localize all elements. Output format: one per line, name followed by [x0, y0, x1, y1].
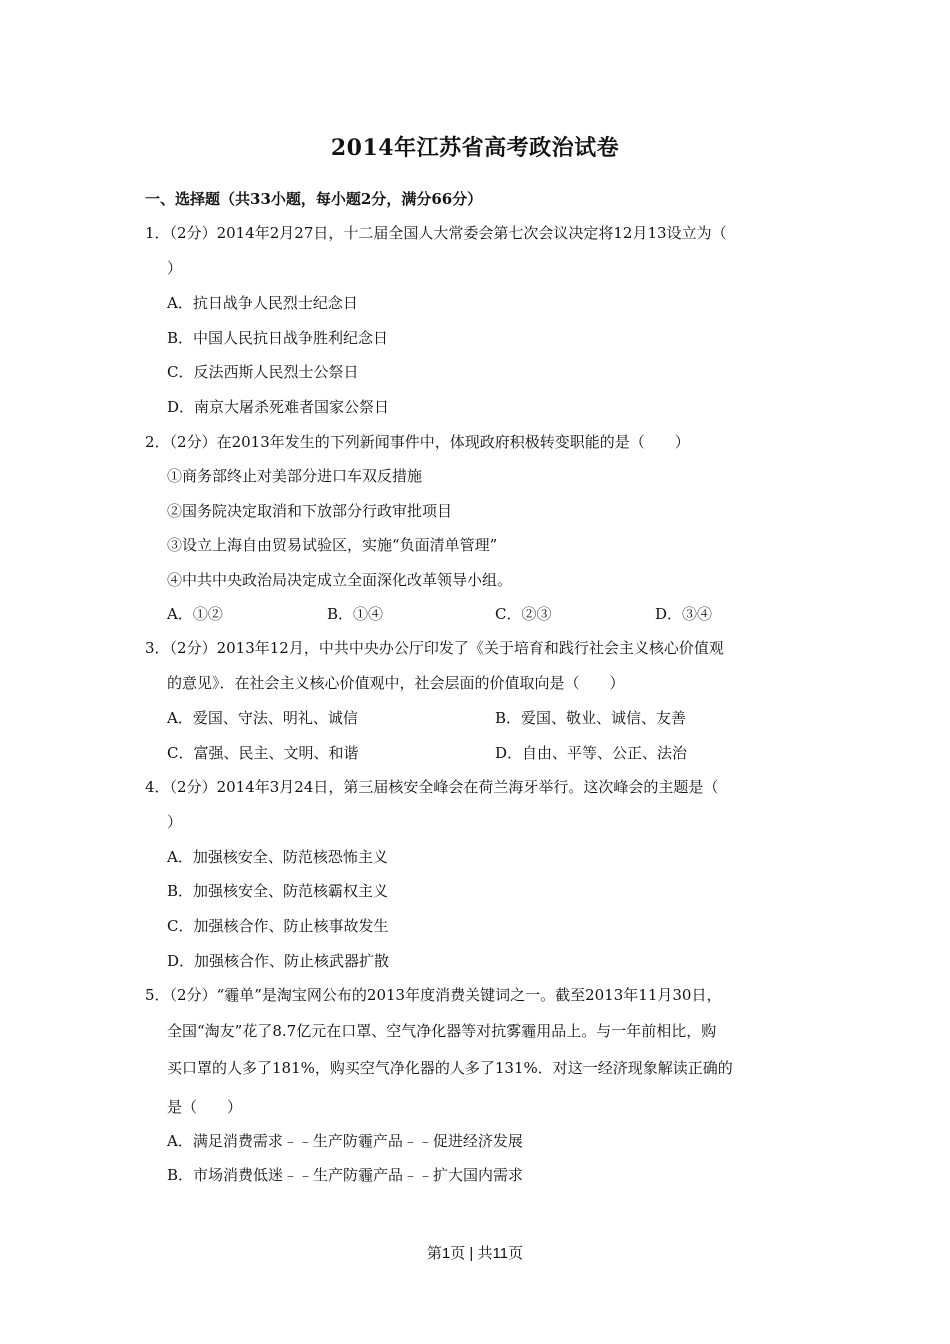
question-5-option-b: B．市场消费低迷﹣﹣生产防霾产品﹣﹣扩大国内需求	[167, 1166, 524, 1184]
question-5-stem-cont-3: 是（ ）	[167, 1098, 243, 1116]
question-5-stem-cont-2: 买口罩的人多了181%，购买空气净化器的人多了131%．对这一经济现象解读正确的	[167, 1059, 733, 1077]
question-5-option-a: A．满足消费需求﹣﹣生产防霾产品﹣﹣促进经济发展	[167, 1132, 523, 1150]
question-1-option-d: D．南京大屠杀死难者国家公祭日	[167, 398, 390, 416]
question-4-option-a: A．加强核安全、防范核恐怖主义	[167, 848, 388, 866]
question-3-option-a: A．爱国、守法、明礼、诚信	[167, 709, 358, 727]
question-2-option-b: B．①④	[327, 605, 384, 623]
question-4-option-b: B．加强核安全、防范核霸权主义	[167, 882, 389, 900]
question-4-stem-cont: ）	[167, 813, 183, 831]
question-4-option-d: D．加强核合作、防止核武器扩散	[167, 952, 390, 970]
question-2-option-a: A．①②	[167, 605, 223, 623]
question-3-stem: 3．（2分）2013年12月，中共中央办公厅印发了《关于培育和践行社会主义核心价值观	[145, 639, 724, 657]
question-4-stem: 4．（2分）2014年3月24日，第三届核安全峰会在荷兰海牙举行。这次峰会的主题是（	[145, 778, 719, 796]
page-title: 2014年江苏省高考政治试卷	[330, 135, 620, 161]
question-1-option-a: A．抗日战争人民烈士纪念日	[167, 294, 358, 312]
question-5-stem-cont-1: 全国“淘友”花了8.7亿元在口罩、空气净化器等对抗雾霾用品上。与一年前相比，购	[167, 1022, 717, 1040]
question-2-option-c: C．②③	[495, 605, 552, 623]
question-2-item-4: ④中共中央政治局决定成立全面深化改革领导小组。	[167, 571, 513, 589]
question-3-option-b: B．爱国、敬业、诚信、友善	[495, 709, 687, 727]
question-4-option-c: C．加强核合作、防止核事故发生	[167, 917, 389, 935]
question-3-stem-cont: 的意见》．在社会主义核心价值观中，社会层面的价值取向是（ ）	[167, 674, 625, 692]
question-1-stem: 1．（2分）2014年2月27日，十二届全国人大常委会第七次会议决定将12月13设立为（	[145, 224, 727, 242]
question-1-stem-cont: ）	[167, 259, 183, 277]
question-2-item-3: ③设立上海自由贸易试验区，实施“负面清单管理”	[167, 536, 498, 554]
question-1-option-b: B．中国人民抗日战争胜利纪念日	[167, 329, 389, 347]
question-2-stem: 2．（2分）在2013年发生的下列新闻事件中，体现政府积极转变职能的是（ ）	[145, 433, 690, 451]
section-heading: 一、选择题（共33小题，每小题2分，满分66分）	[145, 190, 483, 208]
page-footer: 第1页 | 共11页	[426, 1245, 524, 1262]
question-3-option-c: C．富强、民主、文明、和谐	[167, 744, 359, 762]
question-2-item-1: ①商务部终止对美部分进口车双反措施	[167, 467, 423, 485]
question-1-option-c: C．反法西斯人民烈士公祭日	[167, 363, 359, 381]
question-2-item-2: ②国务院决定取消和下放部分行政审批项目	[167, 502, 453, 520]
question-3-option-d: D．自由、平等、公正、法治	[495, 744, 688, 762]
question-2-option-d: D．③④	[655, 605, 713, 623]
question-5-stem: 5．（2分）“霾单”是淘宝网公布的2013年度消费关键词之一。截至2013年11月30日，	[145, 986, 722, 1004]
